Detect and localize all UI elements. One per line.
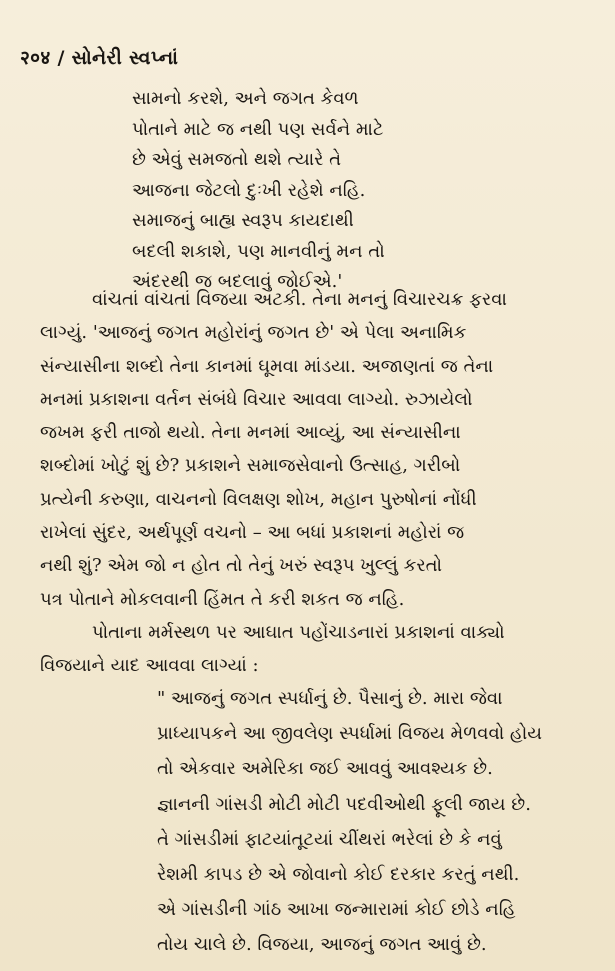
quote-line: રેશમી કાપડ છે એ જોવાનો કોઈ દરકાર કરતું નથી. — [157, 863, 520, 885]
paragraph-1 — [40, 289, 600, 622]
paragraph-2 — [40, 622, 600, 689]
quote-line: તો એકવાર અમેરિકા જઈ આવવું આવશ્યક છે. — [157, 758, 493, 780]
paragraph-line: નથી શું? એમ જો ન હોત તો તેનું ખરું સ્વરૂપ ખુલ્લું કરતો — [40, 555, 443, 577]
paragraph-line: પ્રત્યેની કરુણા, વાચનનો વિલક્ષણ શોખ, મહાન પુરુષોનાં નોંધી — [40, 488, 477, 510]
quote-line: તોય ચાલે છે. વિજયા, આજનું જગત આવું છે. — [157, 934, 487, 956]
paragraph-line: શબ્દોમાં ખોટું શું છે? પ્રકાશને સમાજસેવાનો ઉત્સાહ, ગરીબો — [40, 455, 461, 477]
quoted-passage — [157, 688, 597, 970]
verse-line: આજના જેટલો દુઃખી રહેશે નહિ. — [132, 179, 366, 201]
quote-line: " આજનું જગત સ્પર્ધાનું છે. પૈસાનું છે. મારા જેવા — [157, 688, 503, 709]
quote-line: એ ગાંસડીની ગાંઠ આખા જન્મારામાં કોઈ છોડે નહિ — [157, 899, 516, 921]
verse-line: છે એવું સમજતો થશે ત્યારે તે — [132, 149, 342, 170]
paragraph-line: સંન્યાસીના શબ્દો તેના કાનમાં ઘૂમવા માંડયા. અજાણતાં જ તેના — [40, 355, 494, 377]
paragraph-line: વિજયાને યાદ આવવા લાગ્યાં : — [40, 655, 259, 677]
verse-line: સમાજનું બાહ્ય સ્વરૂપ કાયદાથી — [132, 210, 354, 231]
quote-line: જ્ઞાનની ગાંસડી મોટી મોટી પદવીઓથી ફૂલી જાય છે. — [157, 793, 531, 815]
paragraph-line: જખમ ફરી તાજો થયો. તેના મનમાં આવ્યું, આ સંન્યાસીના — [40, 422, 461, 444]
running-head: २०४ / સોનેરી સ્વપ્નાં — [20, 47, 179, 69]
verse-block — [132, 88, 592, 302]
paragraph-line: વાંચતાં વાંચતાં વિજયા અટકી. તેના મનનું વિચારચક્ર ફરવા — [92, 289, 507, 310]
verse-line: પોતાને માટે જ નથી પણ સર્વને માટે — [132, 118, 384, 140]
paragraph-line: રાખેલાં સુંદર, અર્થપૂર્ણ વચનો – આ બધાં પ્રકાશનાં મહોરાં જ — [40, 522, 465, 544]
verse-line: બદલી શકાશે, પણ માનવીનું મન તો — [132, 240, 385, 262]
paragraph-line: લાગ્યું. 'આજનું જગત મહોરાંનું જગત છે' એ પેલા અનામિક — [40, 322, 467, 344]
paragraph-line: પોતાના મર્મસ્થળ પર આઘાત પહોંચાડનારાં પ્રકાશનાં વાક્યો — [92, 622, 505, 643]
paragraph-line: પત્ર પોતાને મોકલવાની હિંમત તે કરી શકત જ નહિ. — [40, 588, 405, 610]
quote-line: તે ગાંસડીમાં ફાટયાંતૂટયાં ચીંથરાં ભરેલાં છે કે નવું — [157, 828, 502, 850]
quote-line: પ્રાધ્યાપકને આ જીવલેણ સ્પર્ધામાં વિજય મેળવવો હોય — [157, 723, 542, 745]
verse-line: અંદરથી જ બદલાવું જોઈએ.' — [132, 271, 343, 292]
paragraph-line: મનમાં પ્રકાશના વર્તન સંબંધે વિચાર આવવા લાગ્યો. રુઝાયેલો — [40, 388, 473, 410]
verse-line: સામનો કરશે, અને જગત કેવળ — [132, 88, 359, 109]
